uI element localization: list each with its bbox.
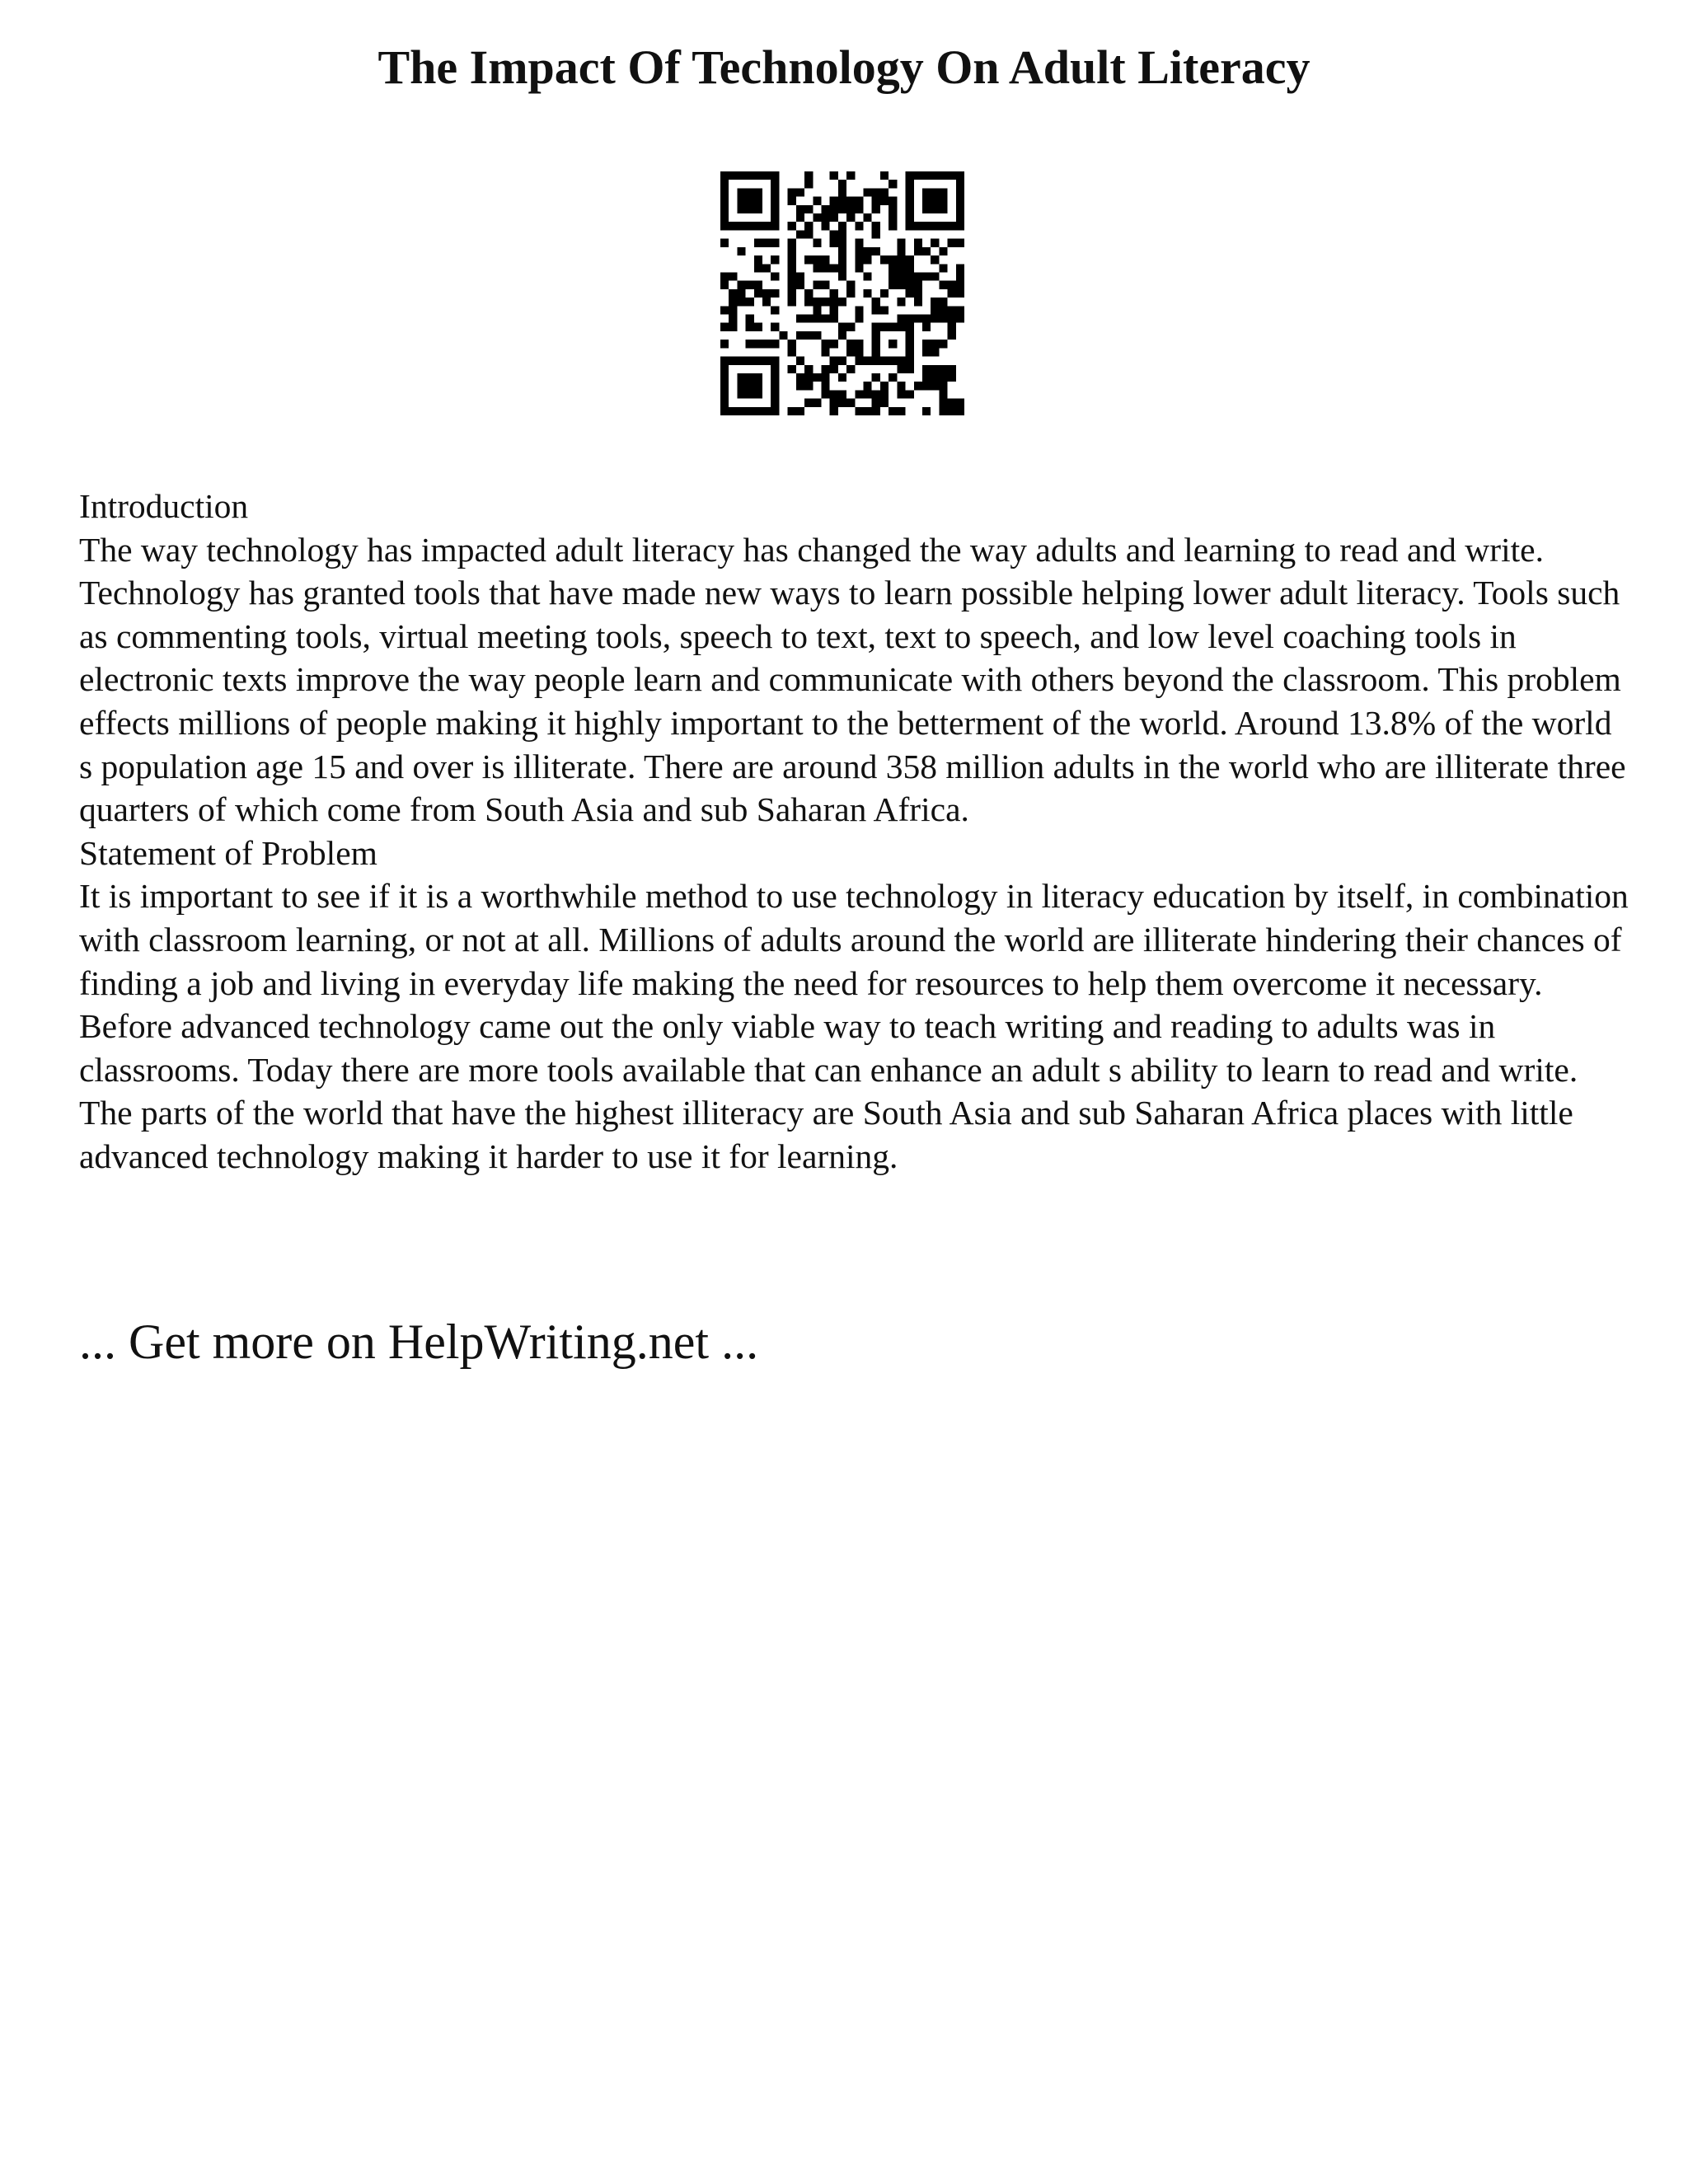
section-heading-statement-of-problem: Statement of Problem	[79, 833, 377, 872]
get-more-link[interactable]: ... Get more on HelpWriting.net ...	[79, 1315, 759, 1369]
document-title: The Impact Of Technology On Adult Literacy	[377, 40, 1311, 94]
section-heading-introduction: Introduction	[79, 487, 249, 525]
document-body	[79, 485, 1629, 1179]
section-paragraph-statement-of-problem: It is important to see if it is a worthwhile method to use technology in literacy education by itself, in combination with classroom learning, or not at all. Millions of adults around the world are illiterate hindering their chances of finding a job and living in everyday life making the need for resources to help them overcome it necessary. Before advanced technology came out the only viable way to teach writing and reading to adults was in classrooms. Today there are more tools available that can enhance an adult s ability to learn to read and write. The parts of the world that have the highest illiteracy are South Asia and sub Saharan Africa places with little advanced technology making it harder to use it for learning.	[79, 877, 1629, 1175]
qr-code-icon	[720, 171, 964, 415]
section-paragraph-introduction: The way technology has impacted adult literacy has changed the way adults and learning to read and write. Technology has granted tools that have made new ways to learn possible helping lower adult literacy. Tools such as commenting tools, virtual meeting tools, speech to text, text to speech, and low level coaching tools in electronic texts improve the way people learn and communicate with others beyond the classroom. This problem effects millions of people making it highly important to the betterment of the world. Around 13.8% of the world s population age 15 and over is illiterate. There are around 358 million adults in the world who are illiterate three quarters of which come from South Asia and sub Saharan Africa.	[79, 530, 1626, 829]
